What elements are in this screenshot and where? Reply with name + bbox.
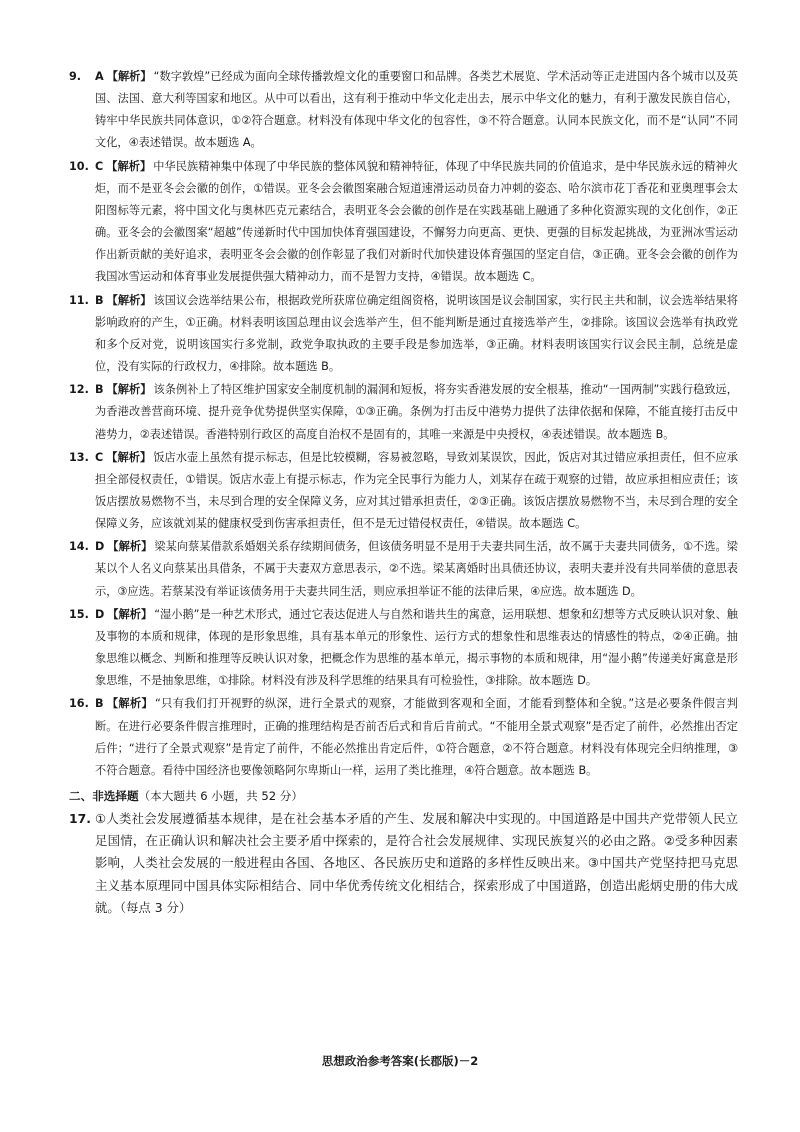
section-title: 二、非选择题 <box>69 789 139 803</box>
answer-letter: C <box>95 159 104 173</box>
question-number: 12. <box>69 383 89 397</box>
analysis-tag: 【解析】 <box>106 450 152 464</box>
answer-letter: C <box>95 450 104 464</box>
question-number: 9. <box>69 70 82 83</box>
page-footer: 思想政治参考答案(长郡版)－2 <box>321 1054 479 1068</box>
analysis-text: 该国议会选举结果公布，根据政党所获席位确定组阁资格，说明该国是议会制国家，实行民主共和制，议会选举结果将影响政府的产生，①正确。材料表明该国总理由议会选举产生，但不能判断是通过直接选举产生，②排除。该国议会选举有执政党和多个反对党，说明该国实行多党制，政党争取执政的主要手段是参加选举，③正确。材料表明该国实行议会民主制，总统是虚位，没有实际的行政权力，④排除。故本题选 B。 <box>95 293 738 374</box>
answer-letter: B <box>95 383 104 397</box>
answer-item <box>69 66 738 155</box>
analysis-text: 梁某向蔡某借款系婚姻关系存续期间债务，但该债务明显不是用于夫妻共同生活，故不属于夫妻共同债务，①不选。梁某以个人名义向蔡某出具借条，不属于夫妻双方意思表示，②不选。梁某离婚时出具债还协议，表明夫妻并没有共同举债的意思表示，③应选。若蔡某没有举证该债务用于夫妻共同生活，则应承担举证不能的法律后果，④应选。故本题选 D。 <box>95 540 738 598</box>
analysis-tag: 【解析】 <box>106 70 152 83</box>
analysis-tag: 【解析】 <box>106 383 152 397</box>
section-subtitle: （本大题共 6 小题，共 52 分） <box>138 789 303 803</box>
analysis-text: “湿小鹅”是一种艺术形式，通过它表达促进人与自然和谐共生的寓意，运用联想、想象和幻想等方式反映认识对象、触及事物的本质和规律，体现的是形象思维，具有基本单元的形象性、运行方式的想象性和思维表达的情感性的特点，②④正确。抽象思维以概念、判断和推理等反映认识对象，把概念作为思维的基本单元，揭示事物的本质和规律，用“湿小鹅”传递美好寓意是形象思维，不是抽象思维，①排除。材料没有涉及科学思维的结果具有可检验性，③排除。故本题选 D。 <box>95 607 738 688</box>
analysis-text: 该条例补上了特区维护国家安全制度机制的漏洞和短板，将夯实香港发展的安全根基，推动“一国两制”实践行稳致远，为香港改善营商环境、提升竞争优势提供坚实保障，①③正确。条例为打击反中港势力提供了法律依据和保障，不能直接打击反中港势力，②表述错误。香港特别行政区的高度自治权不是固有的，其唯一来源是中央授权，④表述错误。故本题选 B。 <box>95 383 738 441</box>
analysis-text: 饭店水壶上虽然有提示标志，但是比较模糊，容易被忽略，导致刘某误饮，因此，饭店对其过错应承担责任，但不应承担全部侵权责任，①错误。饭店水壶上有提示标志，作为完全民事行为能力人，刘某存在疏于观察的过错，故应承担相应责任；该饭店摆放易燃物不当，未尽到合理的安全保障义务，应对其过错承担责任，②③正确。该饭店摆放易燃物不当，未尽到合理的安全保障义务，应该就刘某的健康权受到伤害承担责任，但不是无过错侵权责任，④错误。故本题选 C。 <box>95 450 738 531</box>
answer-letter: B <box>95 293 104 307</box>
question-number: 14. <box>69 540 89 554</box>
answer-letter: B <box>95 697 104 711</box>
question-number: 11. <box>69 293 89 307</box>
answer-item <box>69 536 738 602</box>
answer-letter: A <box>95 70 104 83</box>
answer-letter: D <box>95 607 105 621</box>
answer-item <box>69 156 738 289</box>
answer-item-17 <box>69 808 738 919</box>
answer-item <box>69 290 738 379</box>
analysis-tag: 【解析】 <box>106 159 152 173</box>
question-number: 17. <box>69 811 91 826</box>
answer-text: ①人类社会发展遵循基本规律，是在社会基本矛盾的产生、发展和解决中实现的。中国道路是中国共产党带领人民立足国情，在正确认识和解决社会主要矛盾中探索的，是符合社会发展规律、实现民族复兴的必由之路。②受多种因素影响，人类社会发展的一般进程由各国、各地区、各民族历史和道路的多样性反映出来。③中国共产党坚持把马克思主义基本原理同中国具体实际相结合、同中华优秀传统文化相结合，探索形成了中国道路，创造出彪炳史册的伟大成就。（每点 3 分） <box>95 811 738 915</box>
answer-letter: D <box>95 540 105 554</box>
answer-content <box>69 66 738 920</box>
question-number: 15. <box>69 607 89 621</box>
analysis-text: “只有我们打开视野的纵深，进行全景式的观察，才能做到客观和全面，才能看到整体和全貌。”这是必要条件假言判断。在进行必要条件假言推理时，正确的推理结构是否前否后式和肯后肯前式。“不能用全景式观察”是否定了前件，必然推出否定后件；“进行了全景式观察”是肯定了前件，不能必然推出肯定后件，①符合题意，②不符合题意。材料没有体现完全归纳推理，③不符合题意。看待中国经济也要像领略阿尔卑斯山一样，运用了类比推理，④符合题意。故本题选 B。 <box>95 697 738 777</box>
analysis-tag: 【解析】 <box>107 540 153 554</box>
analysis-text: “数字敦煌”已经成为面向全球传播敦煌文化的重要窗口和品牌。各类艺术展览、学术活动等正走进国内各个城市以及英国、法国、意大利等国家和地区。从中可以看出，这有利于推动中华文化走出去，展示中华文化的魅力，有利于激发民族自信心，铸牢中华民族共同体意识，①②符合题意。材料没有体现中华文化的包容性，③不符合题意。认同本民族文化，而不是“认同”不同文化，④表述错误。故本题选 A。 <box>95 70 738 150</box>
analysis-tag: 【解析】 <box>106 293 152 307</box>
question-number: 13. <box>69 450 89 464</box>
question-number: 10. <box>69 159 89 173</box>
answer-item <box>69 447 738 536</box>
analysis-text: 中华民族精神集中体现了中华民族的整体风貌和精神特征，体现了中华民族共同的价值追求，是中华民族永远的精神火炬，而不是亚冬会会徽的创作，①错误。亚冬会会徽图案融合短道速滑运动员奋力冲刺的姿态、哈尔滨市花丁香花和亚奥理事会太阳图标等元素，将中国文化与奥林匹克元素结合，表明亚冬会会徽的创作是在实践基础上融通了多种化资源实现的文化创作，②正确。亚冬会的会徽图案“超越”传递新时代中国加快体育强国建设，不懈努力向更高、更快、更强的目标发起挑战，为亚洲冰雪运动作出新贡献的美好追求，表明亚冬会会徽的创作彰显了我们对新时代加快建设体育强国的坚定自信，③正确。亚冬会会徽的创作为我国冰雪运动和体育事业发展提供强大精神动力，而不是智力支持，④错误。故本题选 C。 <box>95 159 738 284</box>
question-number: 16. <box>69 697 89 711</box>
answer-item <box>69 379 738 445</box>
answer-item <box>69 693 738 782</box>
analysis-tag: 【解析】 <box>107 607 153 621</box>
analysis-tag: 【解析】 <box>106 697 154 711</box>
answer-item <box>69 604 738 693</box>
section-heading <box>69 784 738 808</box>
